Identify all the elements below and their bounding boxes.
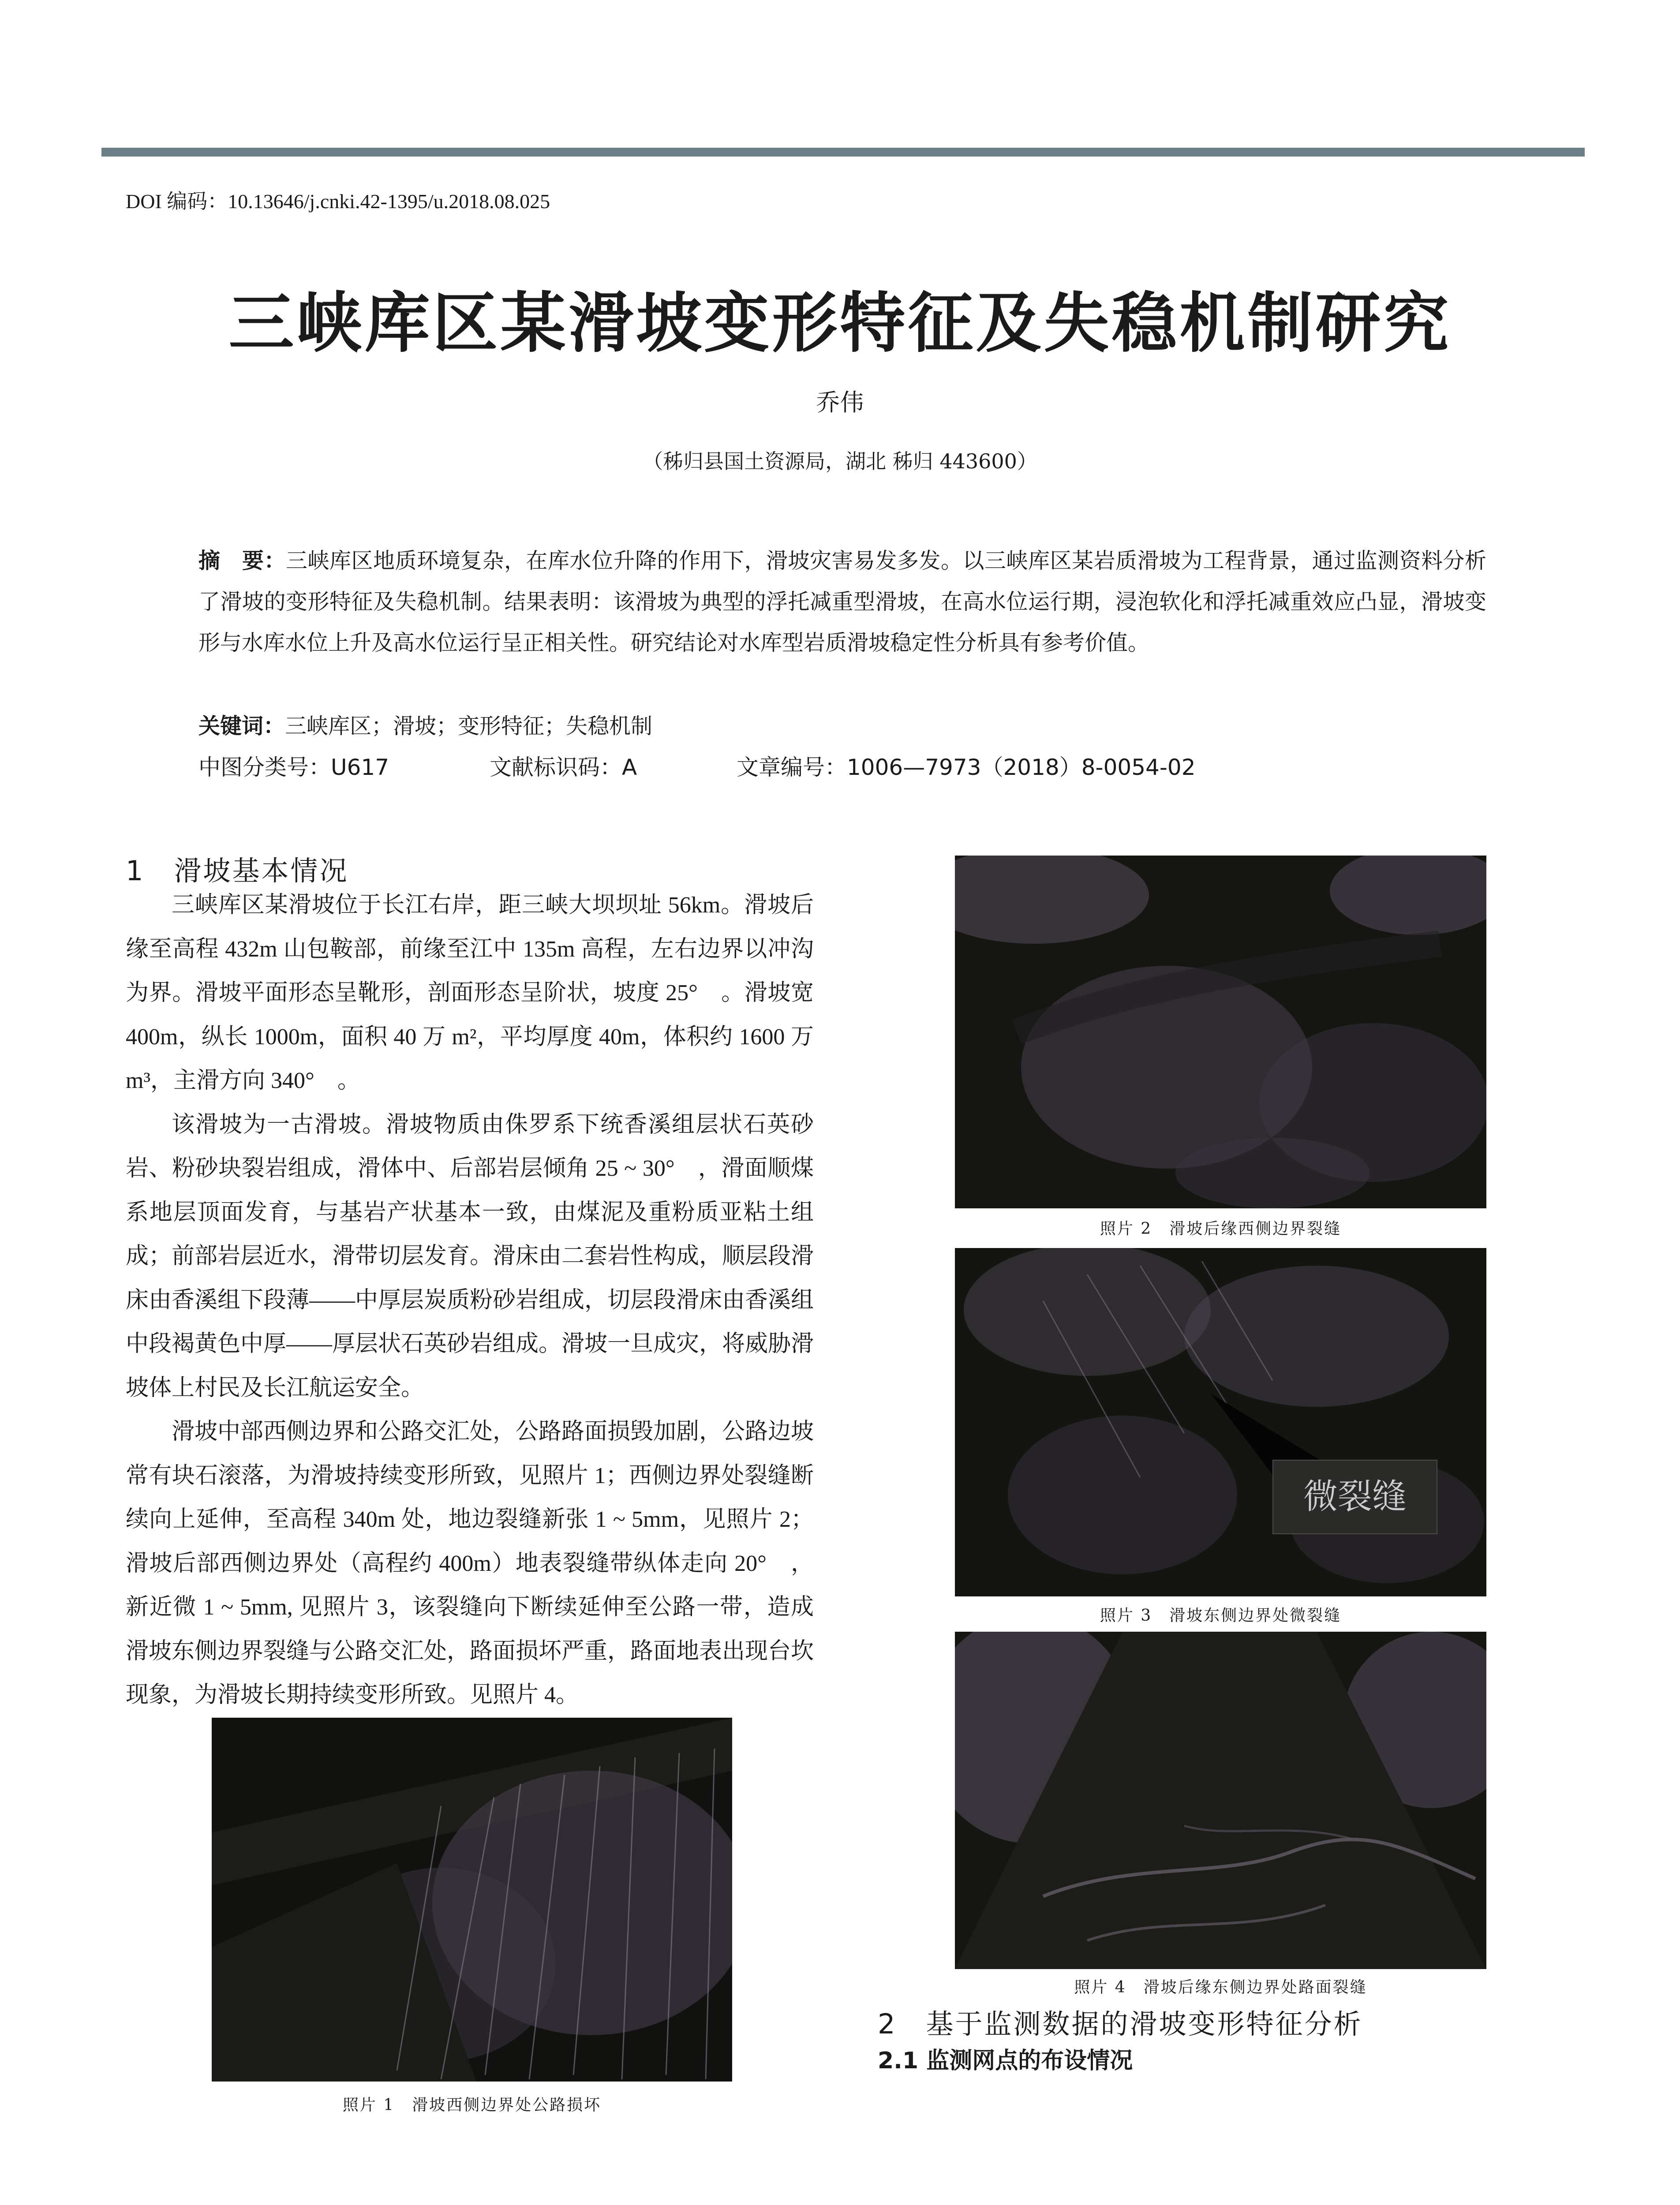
- photo-3-caption: 照片 3 滑坡东侧边界处微裂缝: [1100, 1607, 1342, 1625]
- document-code: 文献标识码：A: [490, 755, 637, 780]
- section-1-heading: 1 滑坡基本情况: [126, 855, 349, 887]
- affiliation: （秭归县国土资源局，湖北 秭归 443600）: [643, 449, 1037, 473]
- page-footer: [126, 2201, 493, 2205]
- keywords-label: 关键词：: [198, 714, 285, 739]
- paragraph-3: 滑坡中部西侧边界和公路交汇处，公路路面损毁加剧，公路边坡常有块石滚落，为滑坡持续变形所致，见照片 1；西侧边界处裂缝断续向上延伸，至高程 340m 处，地边裂缝新张 1 ~ 5mm，见照片 2；滑坡后部西侧边界处（高程约 400m）地表裂缝带纵体走向 20° ，新近微 1 ~ 5mm, 见照片 3，该裂缝向下断续延伸至公路一带，造成滑坡东侧边界裂缝与公路交汇处，路面损坏严重，路面地表出现台坎现象，为滑坡长期持续变形所致。见照片 4。: [126, 1419, 814, 1708]
- paragraph-1: 三峡库区某滑坡位于长江右岸，距三峡大坝坝址 56km。滑坡后缘至高程 432m 山包鞍部，前缘至江中 135m 高程，左右边界以冲沟为界。滑坡平面形态呈靴形，剖面形态呈阶状，坡度 25° 。滑坡宽 400m，纵长 1000m，面积 40 万 m²，平均厚度 40m，体积约 1600 万 m³，主滑方向 340° 。: [126, 893, 814, 1093]
- header-rule: [101, 148, 1585, 157]
- keywords: [198, 709, 652, 740]
- section-2-heading: 2 基于监测数据的滑坡变形特征分析: [878, 2008, 1363, 2040]
- photo-1-image: [212, 1718, 732, 2082]
- paragraph-2: 该滑坡为一古滑坡。滑坡物质由侏罗系下统香溪组层状石英砂岩、粉砂块裂岩组成，滑体中、后部岩层倾角 25 ~ 30° ，滑面顺煤系地层顶面发育，与基岩产状基本一致，由煤泥及重粉质亚粘土组成；前部岩层近水，滑带切层发育。滑床由二套岩性构成，顺层段滑床由香溪组下段薄——中厚层炭质粉砂岩组成，切层段滑床由香溪组中段褐黄色中厚——厚层状石英砂岩组成。滑坡一旦成灾，将威胁滑坡体上村民及长江航运安全。: [126, 1112, 814, 1401]
- photo-3-image: [955, 1248, 1486, 1596]
- photo-4-image: [955, 1632, 1486, 1969]
- clc-number: 中图分类号：U617: [198, 755, 389, 780]
- photo-3-label: 微裂缝: [1272, 1460, 1437, 1534]
- author-name: 乔伟: [816, 389, 864, 416]
- abstract-label: 摘 要：: [198, 548, 286, 573]
- photo-2-caption: 照片 2 滑坡后缘西侧边界裂缝: [1100, 1220, 1342, 1238]
- section-1-body: [126, 883, 814, 1717]
- photo-2-image: [955, 856, 1486, 1208]
- keywords-text: 三峡库区；滑坡；变形特征；失稳机制: [285, 714, 653, 739]
- article-number: 文章编号：1006—7973（2018）8-0054-02: [737, 755, 1196, 780]
- section-2-1-heading: 2.1 监测网点的布设情况: [878, 2048, 1133, 2074]
- article-title: 三峡库区某滑坡变形特征及失稳机制研究: [228, 284, 1452, 361]
- abstract: [198, 540, 1486, 663]
- photo-4-caption: 照片 4 滑坡后缘东侧边界处路面裂缝: [1074, 1978, 1367, 1996]
- abstract-text: 三峡库区地质环境复杂，在库水位升降的作用下，滑坡灾害易发多发。以三峡库区某岩质滑坡为工程背景，通过监测资料分析了滑坡的变形特征及失稳机制。结果表明：该滑坡为典型的浮托减重型滑坡，在高水位运行期，浸泡软化和浮托减重效应凸显，滑坡变形与水库水位上升及高水位运行呈正相关性。研究结论对水库型岩质滑坡稳定性分析具有参考价值。: [198, 548, 1486, 655]
- doi-text: DOI 编码：10.13646/j.cnki.42-1395/u.2018.08.025: [126, 190, 550, 213]
- photo-1-caption: 照片 1 滑坡西侧边界处公路损坏: [342, 2096, 602, 2114]
